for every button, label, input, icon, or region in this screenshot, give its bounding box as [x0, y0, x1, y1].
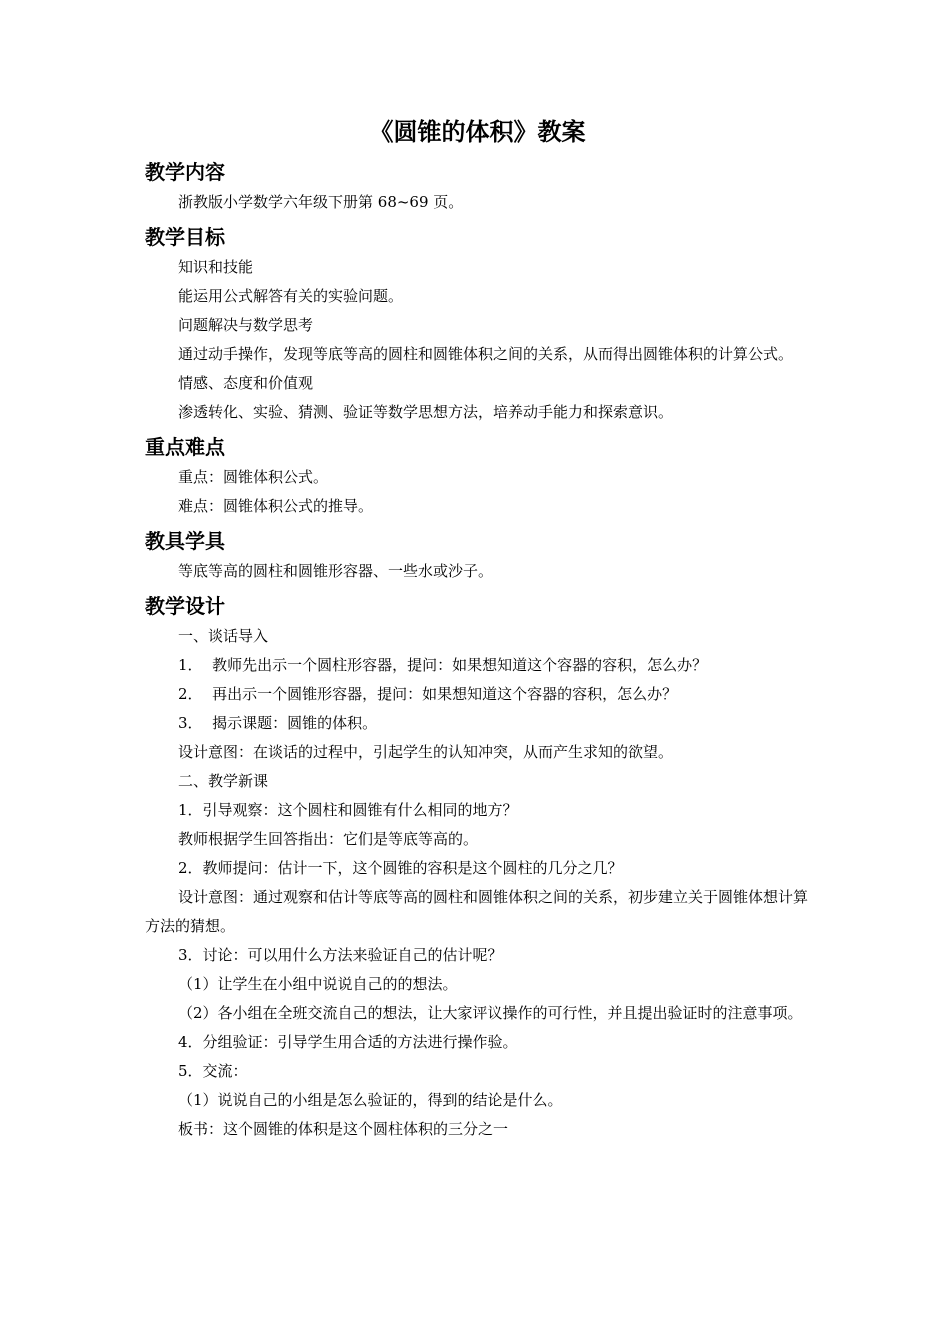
- paragraph: 难点：圆锥体积公式的推导。: [178, 497, 374, 515]
- paragraph: 二、教学新课: [178, 772, 269, 790]
- paragraph: 一、谈话导入: [178, 627, 269, 645]
- paragraph: 知识和技能: [178, 258, 254, 276]
- paragraph: 1．引导观察：这个圆柱和圆锥有什么相同的地方？: [178, 801, 518, 819]
- paragraph: 5．交流：: [178, 1062, 248, 1080]
- document-title: 《圆锥的体积》教案: [369, 118, 586, 146]
- section-heading-content: 教学内容: [145, 160, 225, 184]
- section-heading-key-points: 重点难点: [145, 435, 225, 459]
- paragraph: 设计意图：在谈话的过程中，引起学生的认知冲突，从而产生求知的欲望。: [178, 743, 674, 761]
- paragraph: 浙教版小学数学六年级下册第 68~69 页。: [178, 193, 464, 211]
- paragraph: 2．教师提问：估计一下，这个圆锥的容积是这个圆柱的几分之几？: [178, 859, 623, 877]
- section-heading-materials: 教具学具: [145, 529, 225, 553]
- paragraph: （1）让学生在小组中说说自己的的想法。: [178, 975, 458, 993]
- paragraph: 2． 再出示一个圆锥形容器，提问：如果想知道这个容器的容积，怎么办？: [178, 685, 678, 703]
- paragraph: 4．分组验证：引导学生用合适的方法进行操作验。: [178, 1033, 518, 1051]
- paragraph: 3． 揭示课题：圆锥的体积。: [178, 714, 378, 732]
- paragraph: 等底等高的圆柱和圆锥形容器、一些水或沙子。: [178, 562, 494, 580]
- paragraph: 情感、态度和价值观: [178, 374, 314, 392]
- paragraph: 能运用公式解答有关的实验问题。: [178, 287, 404, 305]
- paragraph: 问题解决与数学思考: [178, 316, 314, 334]
- paragraph: 板书：这个圆锥的体积是这个圆柱体积的三分之一: [178, 1120, 509, 1138]
- paragraph: 渗透转化、实验、猜测、验证等数学思想方法，培养动手能力和探索意识。: [178, 403, 674, 421]
- section-heading-objectives: 教学目标: [145, 225, 225, 249]
- paragraph: 设计意图：通过观察和估计等底等高的圆柱和圆锥体积之间的关系，初步建立关于圆锥体想计算方法的猜想。: [145, 888, 809, 935]
- paragraph: （2）各小组在全班交流自己的想法，让大家评议操作的可行性，并且提出验证时的注意事项。: [178, 1004, 803, 1022]
- paragraph: 通过动手操作，发现等底等高的圆柱和圆锥体积之间的关系，从而得出圆锥体积的计算公式。: [178, 345, 794, 363]
- paragraph: （1）说说自己的小组是怎么验证的，得到的结论是什么。: [178, 1091, 563, 1109]
- section-heading-design: 教学设计: [145, 594, 225, 618]
- paragraph: 1． 教师先出示一个圆柱形容器，提问：如果想知道这个容器的容积，怎么办？: [178, 656, 708, 674]
- paragraph: 教师根据学生回答指出：它们是等底等高的。: [178, 830, 479, 848]
- paragraph: 重点：圆锥体积公式。: [178, 468, 329, 486]
- paragraph: 3．讨论：可以用什么方法来验证自己的估计呢？: [178, 946, 503, 964]
- document-page: [145, 112, 810, 1144]
